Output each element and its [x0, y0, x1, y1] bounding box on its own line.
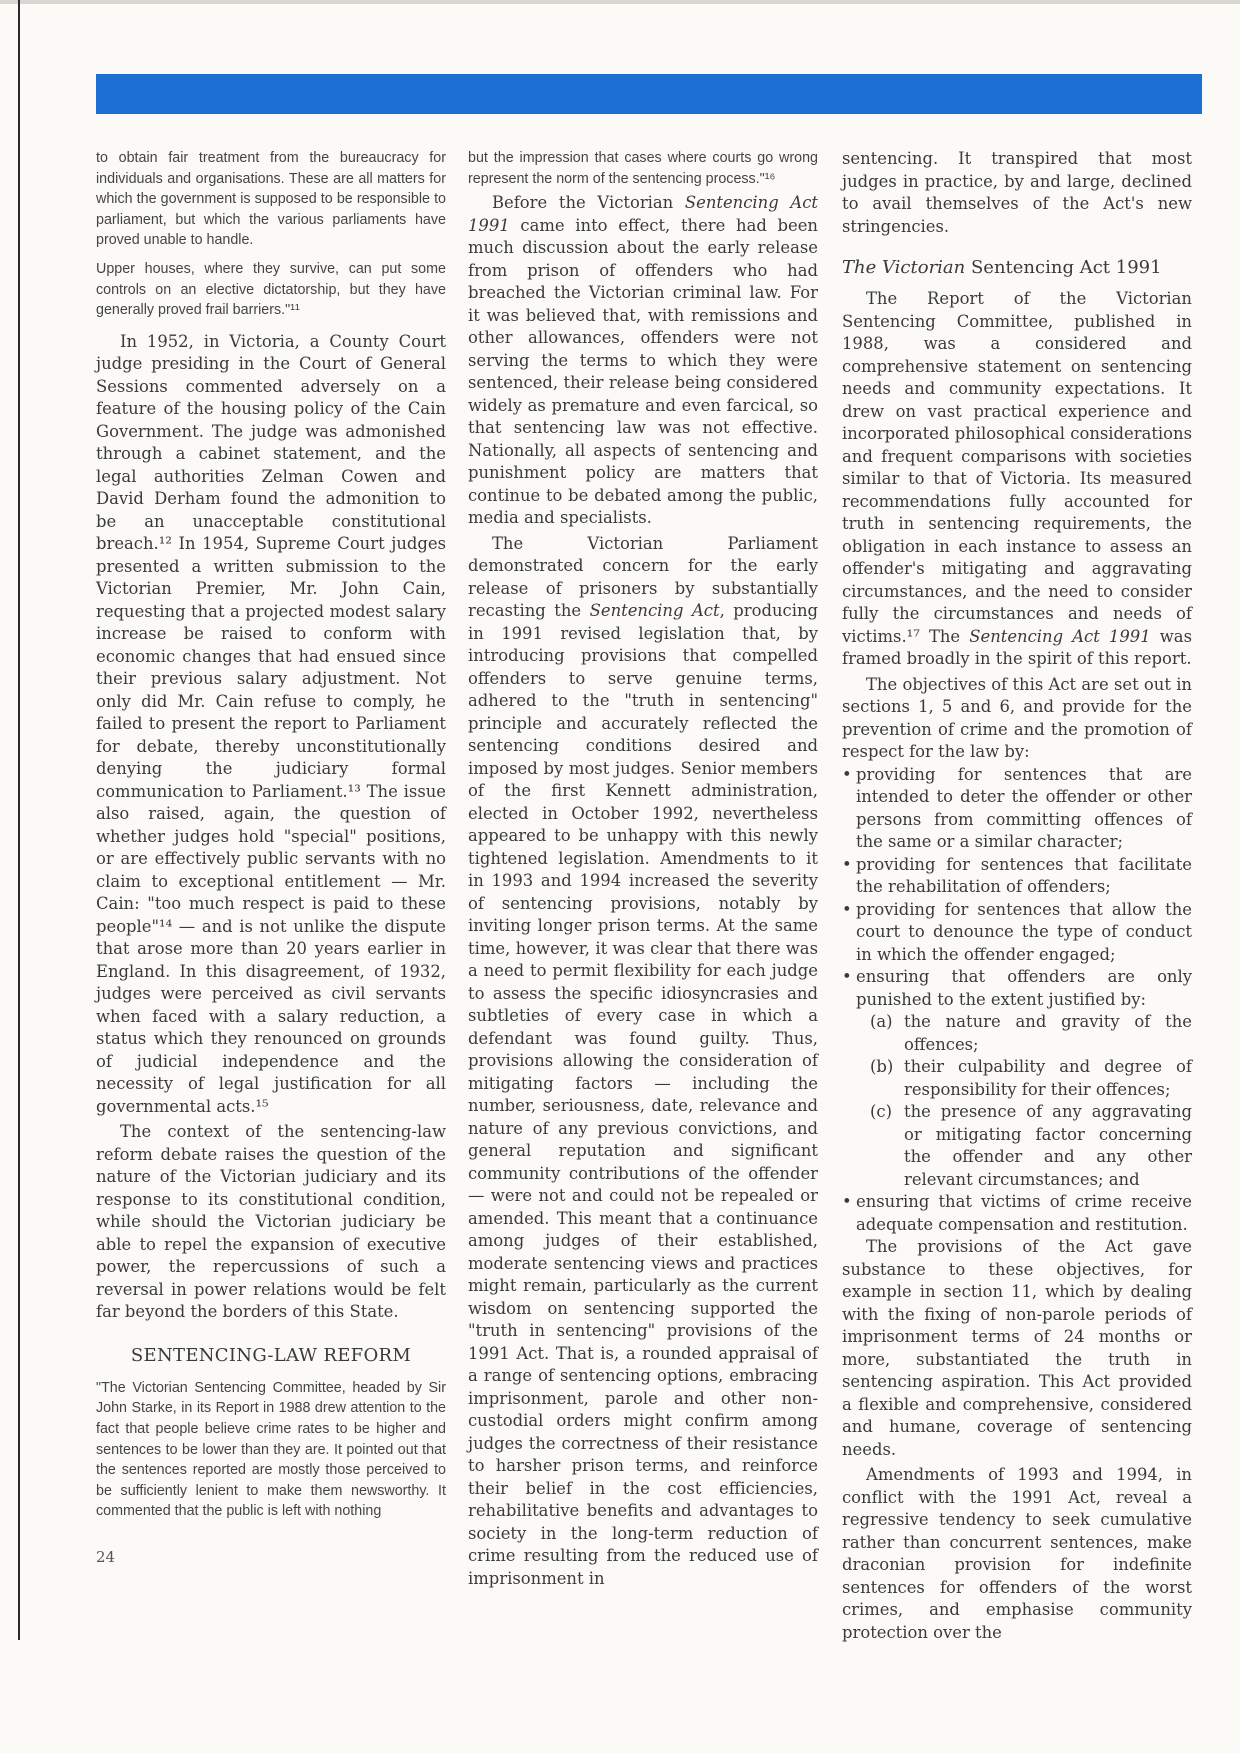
paragraph-continuation: sentencing. It transpired that most judges in practice, by and large, declined to avail themselves of the Act's new stringencies. [842, 149, 1192, 236]
act-title-italic: Sentencing Act 1991 [468, 193, 818, 235]
section-heading-sentencing-law-reform: SENTENCING-LAW REFORM [130, 1344, 412, 1366]
paragraph-parliament: The Victorian Parliament demonstrated concern for the early release of prisoners by substantially recasting the Sentencing Act, producing in 1991 revised legislation that, by introducing provisions that compelled offenders to serve genuine terms, adhered to the "truth in sentencing" principle and accurately reflected the sentencing conditions desired and imposed by most judges. Senior members of the first Kennett administration, elected in October 1992, nevertheless appeared to be unhappy with this newly tightened legislation. Amendments to it in 1993 and 1994 increased the severity of sentencing provisions, notably by inviting longer prison terms. At the same time, however, it was clear that there was a need to permit flexibility for each judge to assess the specific idiosyncrasies and subtleties of every case in which a defendant was found guilty. Thus, provisions allowing the consideration of mitigating factors — including the number, seriousness, date, relevance and nature of any previous convictions, and general reputation and significant community contributions of the offender — were not and could not be repealed or amended. This meant that a continuance among judges of their established, moderate sentencing views and practices might remain, particularly as the current wisdom on sentencing supported the "truth in sentencing" provisions of the 1991 Act. That is, a rounded appraisal of a range of sentencing options, embracing imprisonment, parole and other non-custodial orders might confirm among judges the correctness of their resistance to harsher prison terms, and reinforce their belief in the cost efficiencies, rehabilitative benefits and advantages to society in the long-term reduction of crime resulting from the reduced use of imprisonment in [468, 533, 818, 1588]
sub-list-item: (c) the presence of any aggravating or mitigating factor concerning the offender and any other relevant circumstances; and [870, 1102, 1192, 1189]
quote-continuation-2: but the impression that cases where courts go wrong represent the norm of the sentencing process."¹⁶ [468, 150, 818, 187]
list-item: • providing for sentences that facilitate the rehabilitation of offenders; [842, 854, 1192, 899]
paragraph-1952-judge: In 1952, in Victoria, a County Court judge presiding in the Court of General Sessions commented adversely on a feature of the housing policy of the Cain Government. The judge was admonished through a cabinet statement, and the legal authorities Zelman Cowen and David Derham found the admonition to be an unacceptable constitutional breach.¹² In 1954, Supreme Court judges presented a written submission to the Victorian Premier, Mr. John Cain, requesting that a projected modest salary increase be raised to conform with economic changes that had ensued since their previous salary adjustment. Not only did Mr. Cain refuse to comply, he failed to present the report to Parliament for debate, thereby unconstitutionally denying the judiciary formal communication to Parliament.¹³ The issue also raised, again, the question of whether judges hold "special" positions, or are effectively public servants with no claim to exceptional entitlement — Mr. Cain: "too much respect is paid to these people"¹⁴ — and is not unlike the dispute that arose more than 20 years earlier in England. In this disagreement, of 1932, judges were perceived as civil servants when faced with a salary reduction, a status which they renounced on grounds of judicial independence and the necessity of legal justification for all governmental acts.¹⁵ [96, 331, 446, 1116]
list-item: • ensuring that offenders are only punished to the extent justified by: (a) the nature and gravity of the offences; (b) their culpability and degree of responsibility for their offences; (c) the presence of any aggravating or mitigating factor concerning the offender and any other relevant circumstances; and [842, 966, 1192, 1191]
paragraph-committee-report: The Report of the Victorian Sentencing Committee, published in 1988, was a considered and comprehensive statement on sentencing needs and community expectations. It drew on vast practical experience and incorporated philosophical considerations and frequent comparisons with societies similar to that of Victoria. Its measured recommendations fully accounted for truth in sentencing requirements, the obligation in each instance to assess an offender's mitigating and aggravating circumstances, and the need to consider fully the circumstances and needs of victims.¹⁷ The Sentencing Act 1991 was framed broadly in the spirit of this report. [842, 289, 1192, 668]
column-3 [842, 148, 1192, 1644]
paragraph-context: The context of the sentencing-law reform debate raises the question of the nature of the Victorian judiciary and its response to its constitutional condition, while should the Victorian judiciary be able to repel the expansion of executive power, the repercussions of such a reversal in power relations would be felt far beyond the borders of this State. [96, 1122, 446, 1322]
subheading-victorian-sentencing-act: The Victorian Sentencing Act 1991 [842, 257, 1162, 278]
top-edge-rule [0, 0, 1240, 4]
act-title-italic: Sentencing Act 1991 [969, 626, 1151, 646]
column-2 [468, 148, 818, 1590]
sub-list-item: (a) the nature and gravity of the offences; [870, 1012, 1192, 1054]
sub-list [856, 1011, 1192, 1191]
header-banner [96, 74, 1202, 114]
paragraph-provisions: The provisions of the Act gave substance to these objectives, for example in section 11, which by dealing with the fixing of non-parole periods of imprisonment terms of 24 months or more, substantiated the truth in sentencing aspiration. This Act provided a flexible and comprehensive, considered and humane, coverage of sentencing needs. [842, 1237, 1192, 1459]
column-1 [96, 148, 446, 1522]
quote-continuation: to obtain fair treatment from the bureaucracy for individuals and organisations. These are all matters for which the government is supposed to be responsible to parliament, but which the various parliaments have proved unable to handle. [96, 150, 446, 249]
quote-upper-houses: Upper houses, where they survive, can put some controls on an elective dictatorship, but they have generally proved frail barriers."¹¹ [96, 260, 446, 319]
paragraph-amendments: Amendments of 1993 and 1994, in conflict with the 1991 Act, reveal a regressive tendency to seek cumulative rather than concurrent sentences, make draconian provision for indefinite sentences for offenders of the worst crimes, and emphasise community protection over the [842, 1465, 1192, 1642]
sub-list-item: (b) their culpability and degree of responsibility for their offences; [870, 1057, 1192, 1099]
list-item: • providing for sentences that allow the court to denounce the type of conduct in which the offender engaged; [842, 899, 1192, 967]
page-number: 24 [96, 1548, 116, 1566]
list-item: • ensuring that victims of crime receive adequate compensation and restitution. [842, 1191, 1192, 1236]
quote-sentencing-committee: "The Victorian Sentencing Committee, headed by Sir John Starke, in its Report in 1988 drew attention to the fact that people believe crime rates to be higher and sentences to be lower than they are. It pointed out that the sentences reported are mostly those perceived to be sufficiently lenient to make them newsworthy. It commented that the public is left with nothing [96, 1379, 446, 1520]
list-item: • providing for sentences that are intended to deter the offender or other persons from committing offences of the same or a similar character; [842, 764, 1192, 854]
binding-edge-line [18, 0, 20, 1640]
paragraph-objectives: The objectives of this Act are set out in sections 1, 5 and 6, and provide for the prevention of crime and the promotion of respect for the law by: [842, 674, 1192, 761]
paragraph-before-act: Before the Victorian Sentencing Act 1991 came into effect, there had been much discussion about the early release from prison of offenders who had breached the Victorian criminal law. For it was believed that, with remissions and other allowances, offenders were not serving the terms to which they were sentenced, their release being considered widely as premature and even farcical, so that sentencing law was not effective. Nationally, all aspects of sentencing and punishment policy are matters that continue to be debated among the public, media and specialists. [468, 193, 818, 528]
objectives-list [842, 764, 1192, 1237]
act-title-italic: Sentencing Act [589, 601, 720, 621]
